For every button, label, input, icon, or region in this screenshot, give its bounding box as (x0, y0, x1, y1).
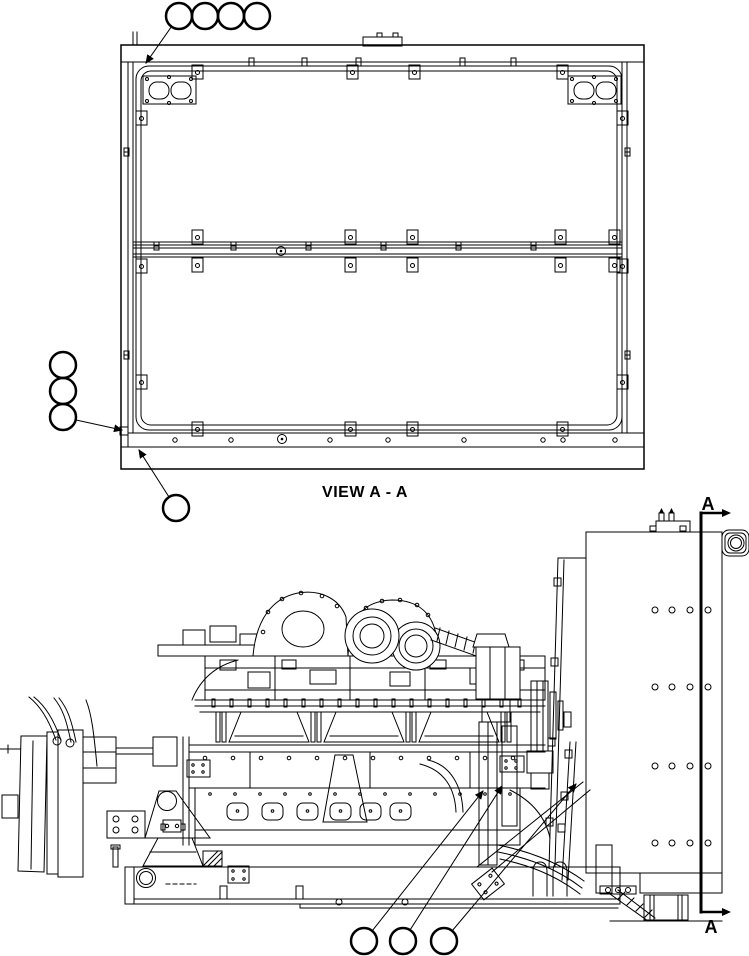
view-caption: VIEW A - A (322, 484, 408, 501)
exhaust-outlet (473, 634, 520, 722)
radiator-bottom-mount (600, 873, 722, 921)
section-label-top: A (701, 494, 715, 514)
section-label-bottom: A (704, 917, 718, 937)
callout-balloon[interactable] (163, 495, 189, 521)
front-damper-group (0, 730, 189, 877)
callout-balloon[interactable] (50, 404, 76, 430)
callout-balloon[interactable] (192, 3, 218, 29)
callout-balloon[interactable] (431, 928, 457, 954)
oil-pan (195, 788, 520, 845)
turbocharger-front (345, 609, 399, 663)
callout-balloon[interactable] (50, 352, 76, 378)
front-hoses (29, 697, 97, 766)
balloon-group-bottom (351, 928, 457, 954)
rear-pump (472, 868, 505, 900)
callout-balloon[interactable] (244, 3, 270, 29)
panel-corner-box-right (568, 76, 621, 105)
balloon-group-left (50, 352, 76, 430)
section-line-a-a (701, 509, 731, 916)
engine-side-view (0, 558, 620, 908)
callout-balloon[interactable] (50, 378, 76, 404)
callout-balloon[interactable] (166, 3, 192, 29)
panel-mid-rails (133, 242, 622, 257)
fan-shroud (477, 558, 590, 880)
callout-balloon[interactable] (390, 928, 416, 954)
callout-balloon[interactable] (218, 3, 244, 29)
balloon-group-top (166, 3, 270, 29)
radiator-panel-view (120, 32, 644, 469)
radiator-top-bracket (650, 508, 690, 532)
fan-drive-pulleys (527, 681, 571, 789)
panel-corner-box-left (143, 76, 196, 105)
panel-fasteners (120, 58, 630, 444)
radiator (558, 508, 749, 921)
turbocharger-rear (392, 622, 440, 670)
radiator-cap (722, 530, 749, 556)
leader-lines (76, 27, 576, 931)
callout-balloon[interactable] (351, 928, 377, 954)
